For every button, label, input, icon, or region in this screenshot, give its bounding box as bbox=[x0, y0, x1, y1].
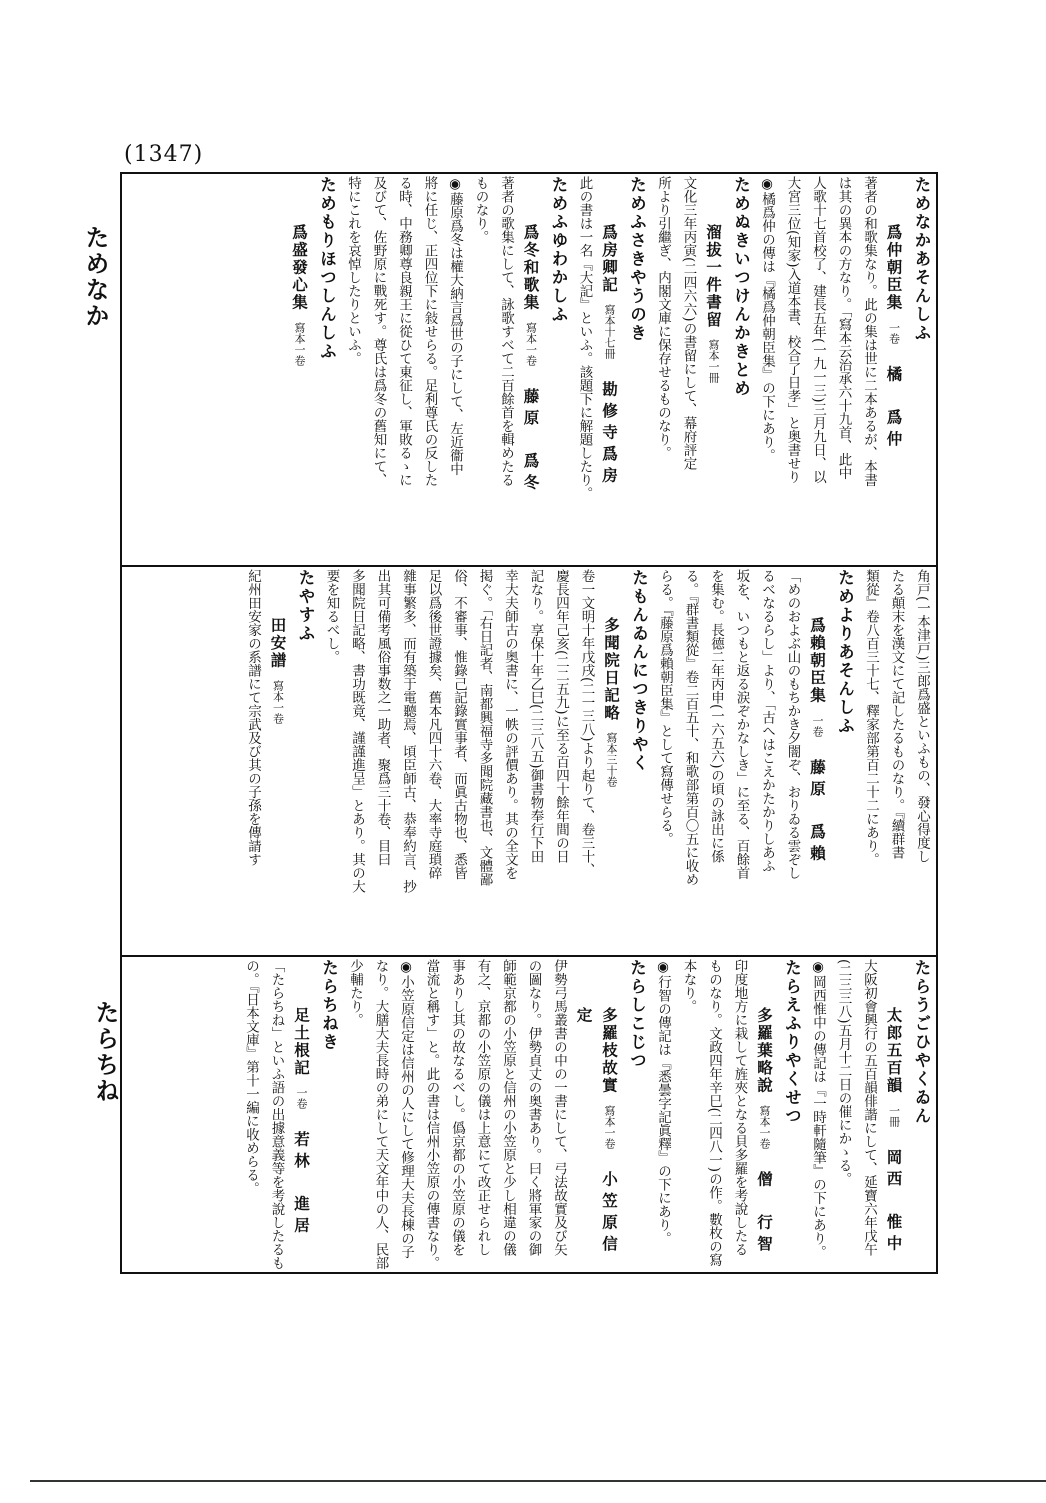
entry-body-line: 坂を、いつもと返る涙ぞかなしき」に至る、百餘首 bbox=[733, 569, 750, 880]
bottom-rule bbox=[30, 1480, 1046, 1482]
entry-body-line: 大宮三位(知家)入道本書、校合了日孝」と奥書せり bbox=[784, 176, 801, 484]
entry-title: 多聞院日記略 bbox=[602, 617, 621, 722]
entry-body-line: らる。『藤原爲賴朝臣集』として寫傳せらる。 bbox=[657, 569, 673, 846]
entry-body-line: 角戸(一本津戸)三郎爲盛といふもの、發心得度し bbox=[914, 569, 930, 864]
entry-title-line bbox=[599, 569, 625, 953]
entry-headword: ためよりあそんしふ bbox=[835, 569, 855, 736]
entry-body-line: る時、中務卿尊良親王に從ひて東征し、軍敗るゝに bbox=[396, 176, 412, 487]
entry-author: 岡西 惟中 bbox=[884, 1148, 904, 1256]
bottom-section bbox=[122, 959, 934, 1271]
entry-volume: 寫本一卷 bbox=[293, 321, 306, 366]
dictionary-entry bbox=[571, 176, 650, 564]
entry-headword: たもんゐんにつきりやく bbox=[629, 569, 649, 773]
entry-volume: 寫本一卷 bbox=[524, 321, 538, 366]
entry-body-line: 掲ぐ。「右日記者、南都興福寺多聞院藏書也、文體鄙 bbox=[476, 569, 493, 887]
entry-title: 爲冬和歌集 bbox=[521, 224, 541, 312]
entry-body-line: ◉小笠原信定は信州の人にして修理大夫長棟の子 bbox=[398, 959, 414, 1259]
entry-body-line: たる顛末を漢文にて記したるものなり。『續群書 bbox=[888, 569, 905, 860]
entry-volume: 一卷 bbox=[295, 1087, 308, 1109]
entry-author: 若林 進居 bbox=[292, 1131, 311, 1239]
top-section bbox=[122, 176, 934, 564]
entry-body-line: ◉藤原爲冬は權大納言爲世の子にして、左近衞中 bbox=[447, 176, 463, 476]
entry-body-line: 類從』卷八百三十七、釋家部第百二十二にあり。 bbox=[863, 569, 879, 866]
entry-body-line: ◉行智の傳記は『悉曇字記眞釋』の下にあり。 bbox=[655, 959, 671, 1245]
entry-author: 小笠原信定 bbox=[574, 1007, 619, 1257]
entry-author: 藤原 爲冬 bbox=[521, 387, 541, 495]
entry-body-line: 大阪初會興行の五百韻俳諧にして、延寶六年戊午 bbox=[861, 959, 877, 1256]
entry-title: 爲盛發心集 bbox=[290, 224, 309, 312]
entry-body-line: 將に任じ、正四位下に敍せらる。足利尊氏の反した bbox=[421, 176, 438, 487]
entry-body-line: 伊勢弓馬叢書の中の一書にして、弓法故實及び矢 bbox=[551, 959, 567, 1256]
entry-body-line: を集む。長德二年丙申(一六五六)の頃の詠出に係 bbox=[708, 569, 724, 864]
entry-body-line: 記なり。享保十年乙巳(二三八五)御書物奉行下田 bbox=[527, 569, 544, 864]
entry-title-line bbox=[805, 569, 831, 953]
entry-headword: たやすふ bbox=[296, 569, 315, 643]
entry-body-line: 師範京都の小笠原と信州の小笠原と少し相違の儀 bbox=[500, 959, 516, 1256]
dictionary-entry bbox=[805, 959, 935, 1271]
dictionary-entry bbox=[342, 959, 650, 1271]
entry-body-line: 出其可備考風俗事数之一助者、聚爲三十卷、目曰 bbox=[374, 569, 391, 866]
entry-body-line: 及びて、佐野原に戰死す。尊氏は爲冬の舊知にて、 bbox=[370, 176, 387, 487]
entry-title: 多羅枝故實 bbox=[600, 1007, 619, 1095]
entry-author: 僧 行智 bbox=[755, 1170, 774, 1257]
entry-body-line: 紀州田安家の系譜にて宗武及び其の子孫を傳請す bbox=[245, 569, 261, 866]
entry-title-line bbox=[265, 569, 291, 953]
entry-body-line: 印度地方に栽して旌夾となる貝多羅を考說したる bbox=[731, 959, 748, 1256]
entry-volume: 寫本一卷 bbox=[603, 1104, 616, 1149]
entry-headword: たらちねき bbox=[319, 959, 339, 1052]
entry-headword: たらしこじつ bbox=[627, 959, 647, 1070]
entry-body-line: 所より引繼ぎ、内閣文庫に保存せるものなり。 bbox=[655, 176, 671, 460]
dictionary-entry bbox=[652, 569, 858, 953]
margin-head-right: ためなか bbox=[81, 225, 110, 329]
dictionary-entry bbox=[754, 176, 935, 564]
entry-volume: 一卷 bbox=[811, 714, 824, 737]
middle-section bbox=[122, 569, 934, 953]
entry-body-line: 足以爲後世證據矣、舊本凡四十六卷、大率寺庭瑣碎 bbox=[425, 569, 442, 880]
entry-body-line: ◉岡西惟中の傳記は『一時軒隨筆』の下にあり。 bbox=[810, 959, 826, 1259]
entry-volume: 寫本一卷 bbox=[271, 679, 285, 724]
entry-volume: 寫本一卷 bbox=[758, 1104, 771, 1149]
dictionary-entry bbox=[340, 176, 572, 564]
entry-title: 太郎五百韻 bbox=[884, 1007, 904, 1095]
entry-volume: 寫本十七冊 bbox=[603, 304, 616, 359]
entry-body-line: 俗、不審事、惟錄己記錄實事者、而眞古物也、悉皆 bbox=[451, 569, 467, 880]
entry-headword: ためぬきいつけんかきとめ bbox=[731, 176, 751, 398]
entry-body-line: 文化三年丙寅(二四六六)の書留にして、幕府評定 bbox=[680, 176, 697, 471]
entry-body-line: 慶長四年己亥(二二五九)に至る百四十餘年間の日 bbox=[553, 569, 569, 864]
entry-body-line: の。『日本文庫』第十一編に收めらる。 bbox=[243, 959, 259, 1196]
entry-body-line: 當流と稱す」と。此の書は信州小笠原の傳書なり。 bbox=[423, 959, 440, 1270]
entry-body-line: 著者の歌集にして、詠歌すべて二百餘首を輯めたる bbox=[498, 176, 514, 487]
entry-title: 爲房卿記 bbox=[600, 224, 619, 294]
dictionary-entry bbox=[650, 176, 754, 564]
entry-body-line: る。『群書類從』卷二百五十、和歌部第百〇五に收め bbox=[682, 569, 699, 887]
entry-body-line: 此の書は一名『大記』といふ。該題下に解題したり。 bbox=[576, 176, 593, 500]
entry-title: 爲賴朝臣集 bbox=[808, 617, 827, 705]
entry-body-line: 「めのおよぶ山のもちかき夕闇ぞ、おりゐる雲ぞし bbox=[784, 569, 801, 880]
entry-body-line: 卷一文明十年戊戌(二一三八)より起りて、卷三十、 bbox=[578, 569, 595, 877]
dictionary-entry bbox=[238, 959, 342, 1271]
entry-title-line bbox=[752, 959, 778, 1271]
entry-body-line: 幸大夫師古の奥書に、一帙の評價あり。其の全文を bbox=[502, 569, 518, 880]
entry-body-line: 本なり。 bbox=[680, 959, 697, 1013]
entry-body-line: 人歌十七首校了、建長五年(一九一三)三月九日、以 bbox=[810, 176, 826, 484]
entry-title: 足土根記 bbox=[292, 1007, 311, 1077]
entry-headword: ためふゆわかしふ bbox=[549, 176, 568, 324]
entry-body-line: 事ありし其の故なるべし。僞京都の小笠原の儀を bbox=[449, 959, 465, 1256]
entry-author: 藤原 爲賴 bbox=[808, 758, 827, 866]
entry-title: 多羅葉略說 bbox=[755, 1007, 774, 1095]
entry-title-line bbox=[518, 176, 544, 564]
entry-title-line bbox=[289, 959, 315, 1271]
entry-headword: ためふさきやうのき bbox=[627, 176, 647, 343]
entry-volume: 寫本三十卷 bbox=[605, 732, 618, 787]
entry-volume: 寫本一冊 bbox=[707, 339, 720, 383]
entry-volume: 一冊 bbox=[887, 1104, 901, 1127]
dictionary-entry bbox=[240, 569, 319, 953]
entry-headword: ためもりほつしんしふ bbox=[317, 176, 337, 361]
page-number: (1347) bbox=[124, 142, 204, 167]
entry-title: 溜拔一件書留 bbox=[704, 224, 723, 329]
entry-title: 爲仲朝臣集 bbox=[884, 224, 904, 312]
entry-title-line bbox=[287, 176, 313, 564]
entry-body-line: るべなるらし」より、「古へはこえかたかりしあふ bbox=[759, 569, 775, 873]
entry-author: 橘 爲仲 bbox=[884, 365, 904, 452]
entry-body-line: (二三三八)五月十二日の催にかゝる。 bbox=[835, 959, 852, 1186]
dictionary-entry bbox=[318, 569, 652, 953]
entry-title: 田安譜 bbox=[268, 617, 288, 670]
entry-title-line bbox=[701, 176, 727, 564]
section-divider bbox=[120, 955, 938, 957]
dictionary-entry bbox=[858, 569, 935, 953]
entry-headword: たらえふりやくせつ bbox=[782, 959, 802, 1126]
entry-body-line: ものなり。 bbox=[472, 176, 489, 244]
entry-headword: たらうごひやくゐん bbox=[912, 959, 931, 1126]
dictionary-entry bbox=[287, 176, 340, 564]
entry-body-line: ◉橘爲仲の傳は『橘爲仲朝臣集』の下にあり。 bbox=[759, 176, 775, 462]
entry-body-line: の圖なり。伊勢貞丈の奥書あり。曰く將軍家の御 bbox=[525, 959, 542, 1256]
entry-body-line: は其の異本の方なり。「寫本云治承六十九首、此中 bbox=[835, 176, 852, 480]
entry-body-line: ものなり。文政四年辛巳(二四八一)の作。數枚の寫 bbox=[706, 959, 722, 1267]
entry-title-line bbox=[597, 176, 623, 564]
entry-title-line bbox=[881, 176, 907, 564]
section-divider bbox=[120, 565, 938, 567]
entry-body-line: 多聞院日記略、書功既竟、謹謹進呈」とあり。其の大 bbox=[349, 569, 365, 893]
entry-body-line: 要を知るべし。 bbox=[323, 569, 340, 664]
entry-headword: ためなかあそんしふ bbox=[912, 176, 931, 343]
margin-head-left: たらちね bbox=[91, 1000, 120, 1104]
entry-title-line bbox=[571, 959, 622, 1271]
entry-author: 勘修寺爲房 bbox=[600, 381, 619, 489]
entry-volume: 一卷 bbox=[887, 321, 901, 344]
entry-body-line: 特にこれを哀悼したりといふ。 bbox=[345, 176, 361, 365]
entry-title-line bbox=[881, 959, 907, 1271]
entry-body-line: 「たらちね」といふ語の出據意義等を考說したるも bbox=[268, 959, 285, 1270]
entry-body-line: 有之、京都の小笠原の儀は上意にて改正せられし bbox=[474, 959, 491, 1256]
entry-body-line: 少輔たり。 bbox=[347, 959, 363, 1027]
entry-body-line: なり。大膳大夫長時の弟にして天文年中の人、民部 bbox=[372, 959, 389, 1270]
entry-body-line: 著者の和歌集なり。此の集は世に二本あるが、本書 bbox=[861, 176, 877, 487]
dictionary-entry bbox=[650, 959, 805, 1271]
entry-body-line: 雜事繁多、而有築于電聽焉、頃臣師古、恭奉約言、抄 bbox=[400, 569, 416, 893]
